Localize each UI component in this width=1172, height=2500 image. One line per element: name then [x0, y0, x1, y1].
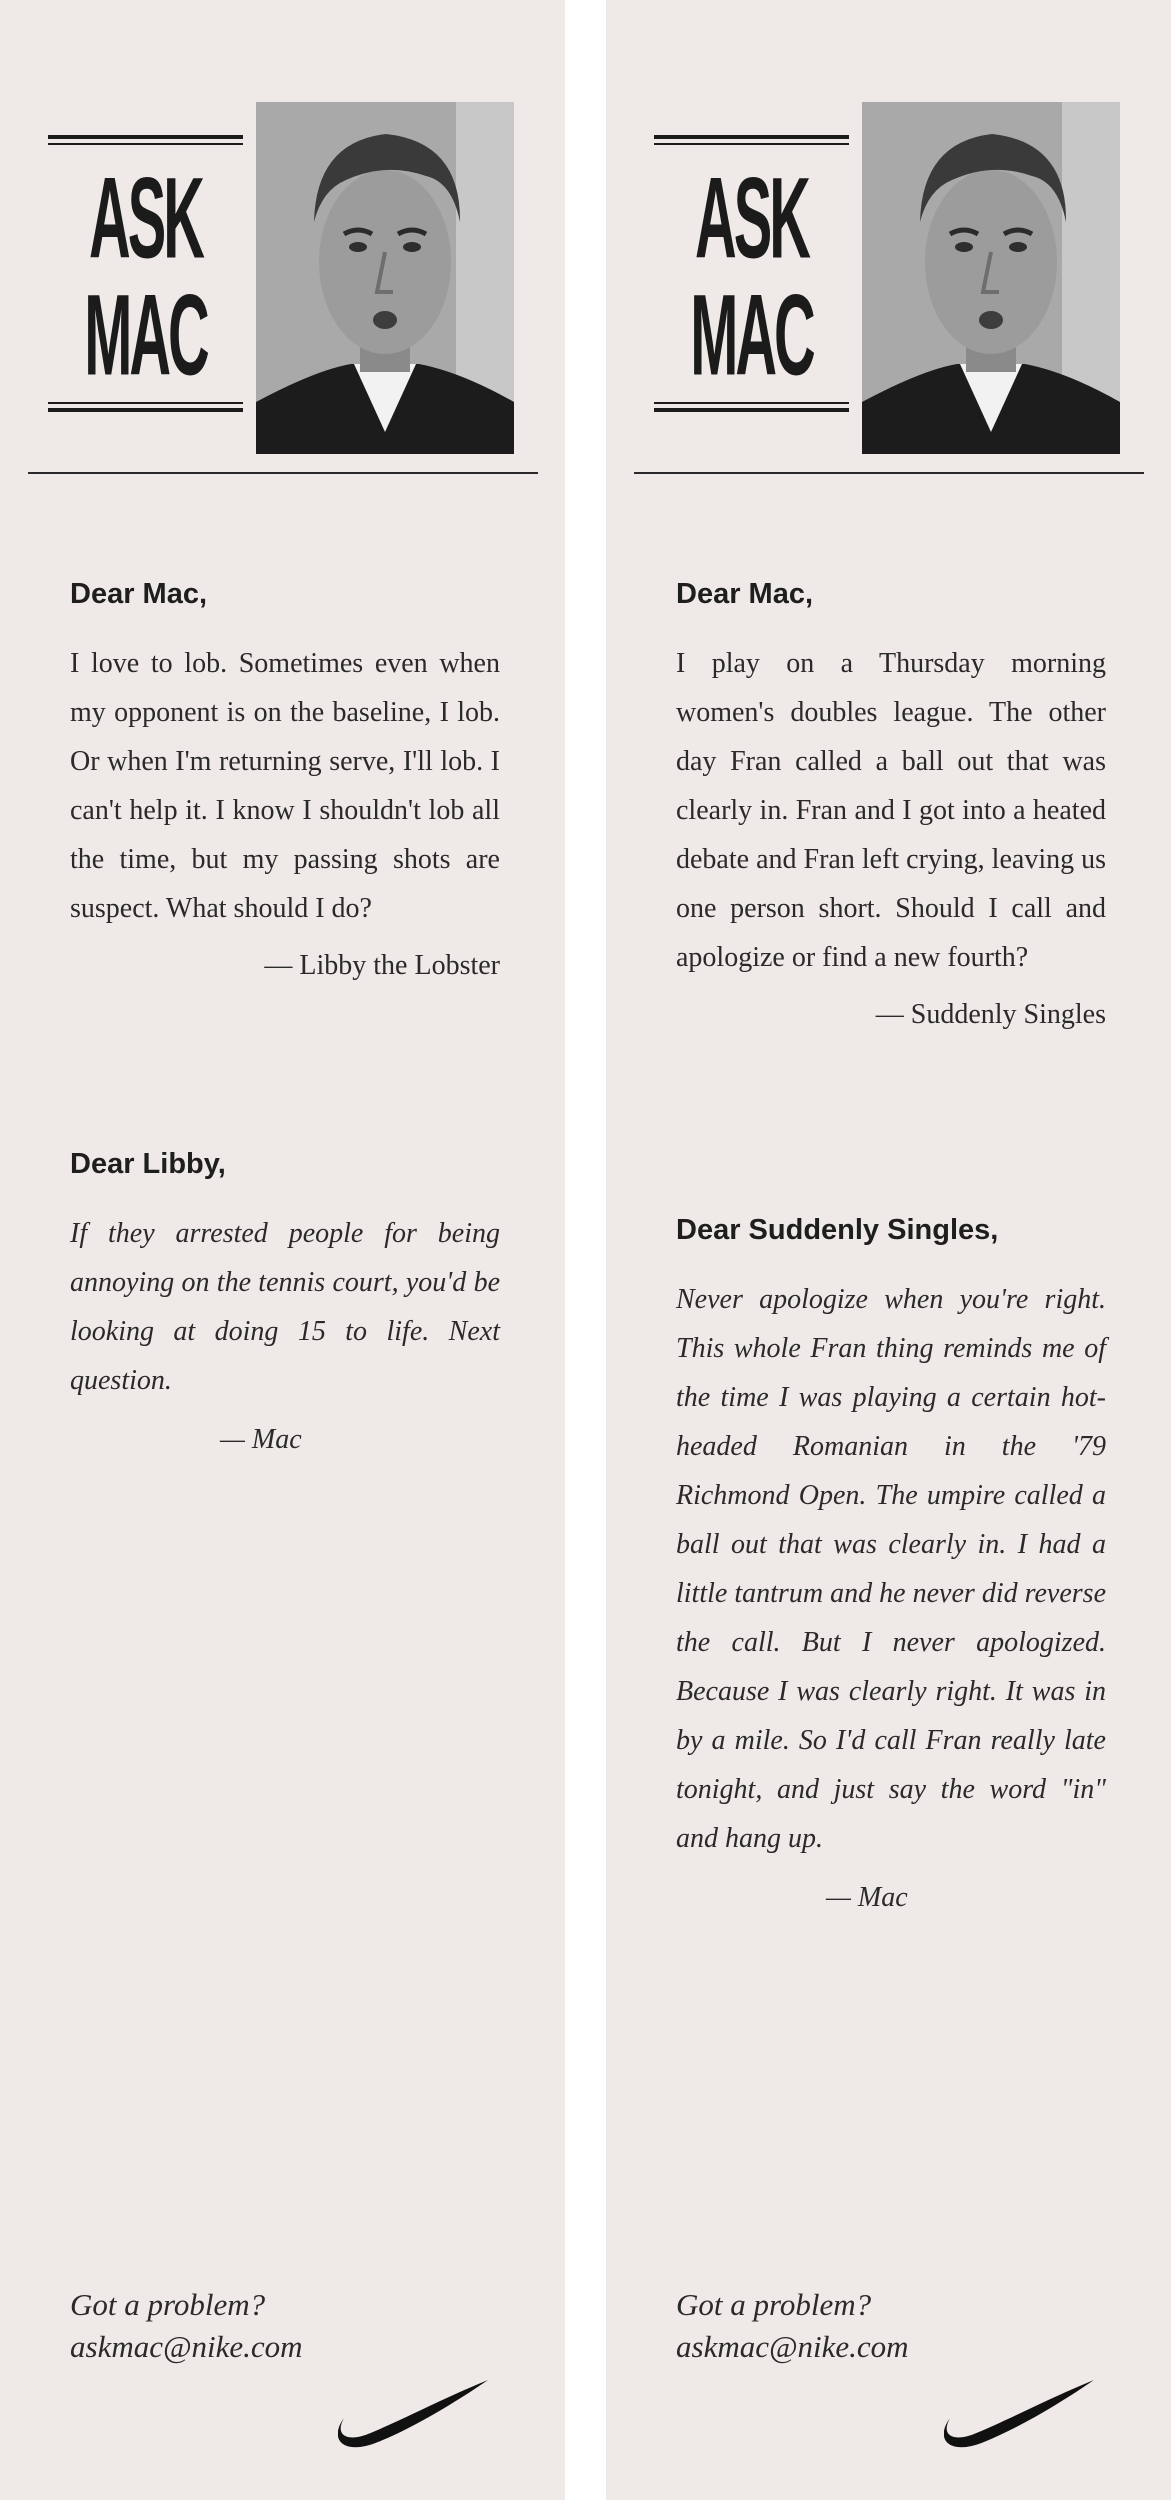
reply-column: [676, 1214, 1106, 1922]
masthead-word-ask: ASK: [89, 152, 202, 283]
ad-panel-right: [606, 0, 1171, 2500]
reply-column: [70, 1148, 500, 1464]
answer-salutation: Dear Libby,: [70, 1148, 226, 1180]
question-salutation: Dear Mac,: [676, 578, 814, 610]
ad-panel-left: [0, 0, 565, 2500]
question-body: I love to lob. Sometimes even when my opponent is on the baseline, I lob. Or when I'm returning serve, I'll lob. I can't help it. I know I shouldn't lob all the time, but my passing shots are suspect. What should I do?: [70, 648, 500, 924]
letter-column: [676, 578, 1106, 1039]
nike-swoosh-logo: [944, 2370, 1096, 2448]
footer: [70, 2284, 303, 2368]
footer-line-problem: Got a problem?: [676, 2287, 872, 2322]
portrait-photo: [256, 102, 514, 454]
masthead-rule-bottom: [48, 402, 243, 412]
letter-column: [70, 578, 500, 990]
answer-salutation: Dear Suddenly Singles,: [676, 1214, 999, 1246]
masthead: [654, 102, 1124, 454]
answer-body: If they arrested people for being annoying on the tennis court, you'd be looking at doing 15 to life. Next question.: [70, 1218, 500, 1396]
masthead-title: [654, 152, 849, 400]
footer: [676, 2284, 909, 2368]
masthead-word-mac: MAC: [690, 269, 813, 400]
header-divider: [28, 472, 538, 474]
question-signature: — Suddenly Singles: [875, 999, 1106, 1030]
answer-body: Never apologize when you're right. This whole Fran thing reminds me of the time I was playing a certain hot-headed Romanian in the '79 Richmond Open. The umpire called a ball out that was clearly in. I had a little tantrum and he never did reverse the call. But I never apologized. Because I was clearly right. It was in by a mile. So I'd call Fran really late tonight, and just say the word "in" and hang up.: [676, 1284, 1106, 1854]
question-salutation: Dear Mac,: [70, 578, 208, 610]
footer-line-problem: Got a problem?: [70, 2287, 266, 2322]
masthead-title: [48, 152, 243, 400]
answer-signature: — Mac: [826, 1882, 908, 1913]
masthead-word-ask: ASK: [695, 152, 808, 283]
question-body: I play on a Thursday morning women's doubles league. The other day Fran called a ball out that was clearly in. Fran and I got into a heated debate and Fran left crying, leaving us one person short. Should I call and apologize or find a new fourth?: [676, 648, 1106, 973]
footer-email[interactable]: askmac@nike.com: [676, 2329, 909, 2364]
masthead: [48, 102, 518, 454]
masthead-word-mac: MAC: [84, 269, 207, 400]
question-signature: — Libby the Lobster: [264, 950, 500, 981]
masthead-rule-bottom: [654, 402, 849, 412]
answer-signature: — Mac: [220, 1424, 302, 1455]
portrait-photo: [862, 102, 1120, 454]
header-divider: [634, 472, 1144, 474]
footer-email[interactable]: askmac@nike.com: [70, 2329, 303, 2364]
nike-swoosh-logo: [338, 2370, 490, 2448]
